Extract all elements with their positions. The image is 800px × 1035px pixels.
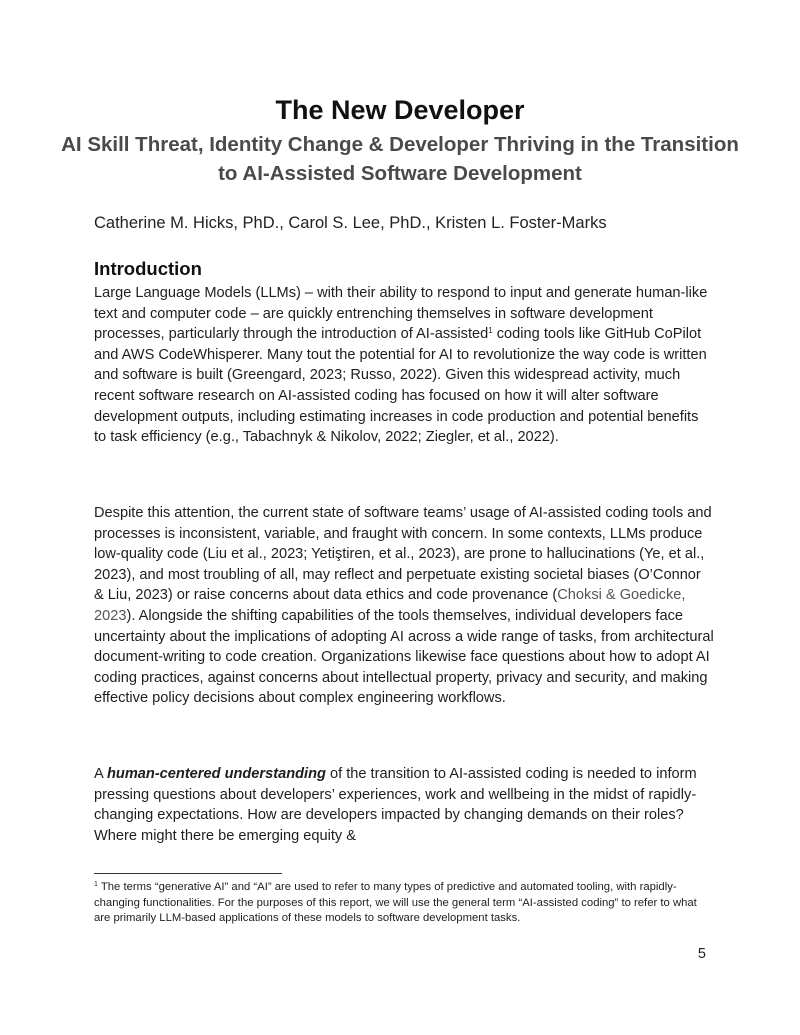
paragraph-2 [94,503,714,709]
citation-link[interactable]: Choksi & Goedicke, 2023 [94,587,686,624]
section-heading-introduction: Introduction [94,258,202,279]
paragraph-1-text-a: Large Language Models (LLMs) – with their ability to respond to input and generate human-like text and computer code – are quickly entrenching themselves in software development processes, particularly through the introduction of AI-assisted [94,285,708,343]
paragraph-1 [94,283,714,448]
page-subtitle: AI Skill Threat, Identity Change & Developer Thriving in the Transition to AI-Assisted Software Development [61,133,739,185]
paragraph-3-lead: A [94,766,107,782]
author-list: Catherine M. Hicks, PhD., Carol S. Lee, PhD., Kristen L. Foster-Marks [94,214,607,232]
footnote-text: The terms “generative AI” and “AI” are used to refer to many types of predictive and automated tooling, with rapidly-changing functionalities. For the purposes of this report, we will use the general term “AI-assisted coding” to refer to what are primarily LLM-based applications of these models to software development tasks. [94,881,697,924]
paragraph-1-text-b: coding tools like GitHub CoPilot and AWS CodeWhisperer. Many tout the potential for AI to revolutionize the way code is written and software is built (Greengard, 2023; Russo, 2022). Given this widespread activity, much recent software research on AI-assisted coding has focused on how it will alter software development outputs, including estimating increases in code production and potential benefits to task efficiency (e.g., Tabachnyk & Nikolov, 2022; Ziegler, et al., 2022). [94,326,707,446]
paragraph-3 [94,764,714,846]
emphasis-phrase: human-centered understanding [106,766,326,782]
footnote [94,880,700,927]
footnote-divider [94,873,282,874]
footnote-reference-1[interactable]: 1 [488,326,493,336]
page-title: The New Developer [275,95,525,125]
paragraph-3-text: of the transition to AI-assisted coding is needed to inform pressing questions about developers’ experiences, work and wellbeing in the midst of rapidly-changing expectations. How are developers impacted by changing demands on their roles? Where might there be emerging equity & [94,766,697,844]
paragraph-2-text-a: Despite this attention, the current state of software teams’ usage of AI-assisted coding tools and processes is inconsistent, variable, and fraught with concern. In some contexts, LLMs produce low-quality code (Liu et al., 2023; Yetiştiren, et al., 2023), are prone to hallucinations (Ye, et al., 2023), and most troubling of all, may reflect and perpetuate existing societal biases (O’Connor & Liu, 2023) or raise concerns about data ethics and code provenance ( [94,505,712,604]
page-number: 5 [697,946,706,962]
footnote-marker: 1 [94,881,98,888]
paragraph-2-text-b: ). Alongside the shifting capabilities of the tools themselves, individual developers face uncertainty about the implications of adopting AI across a wide range of tasks, from architectural document-writing to code creation. Organizations likewise face questions about how to adopt AI coding practices, against concerns about intellectual property, privacy and security, and making effective policy decisions about complex engineering workflows. [94,607,714,707]
